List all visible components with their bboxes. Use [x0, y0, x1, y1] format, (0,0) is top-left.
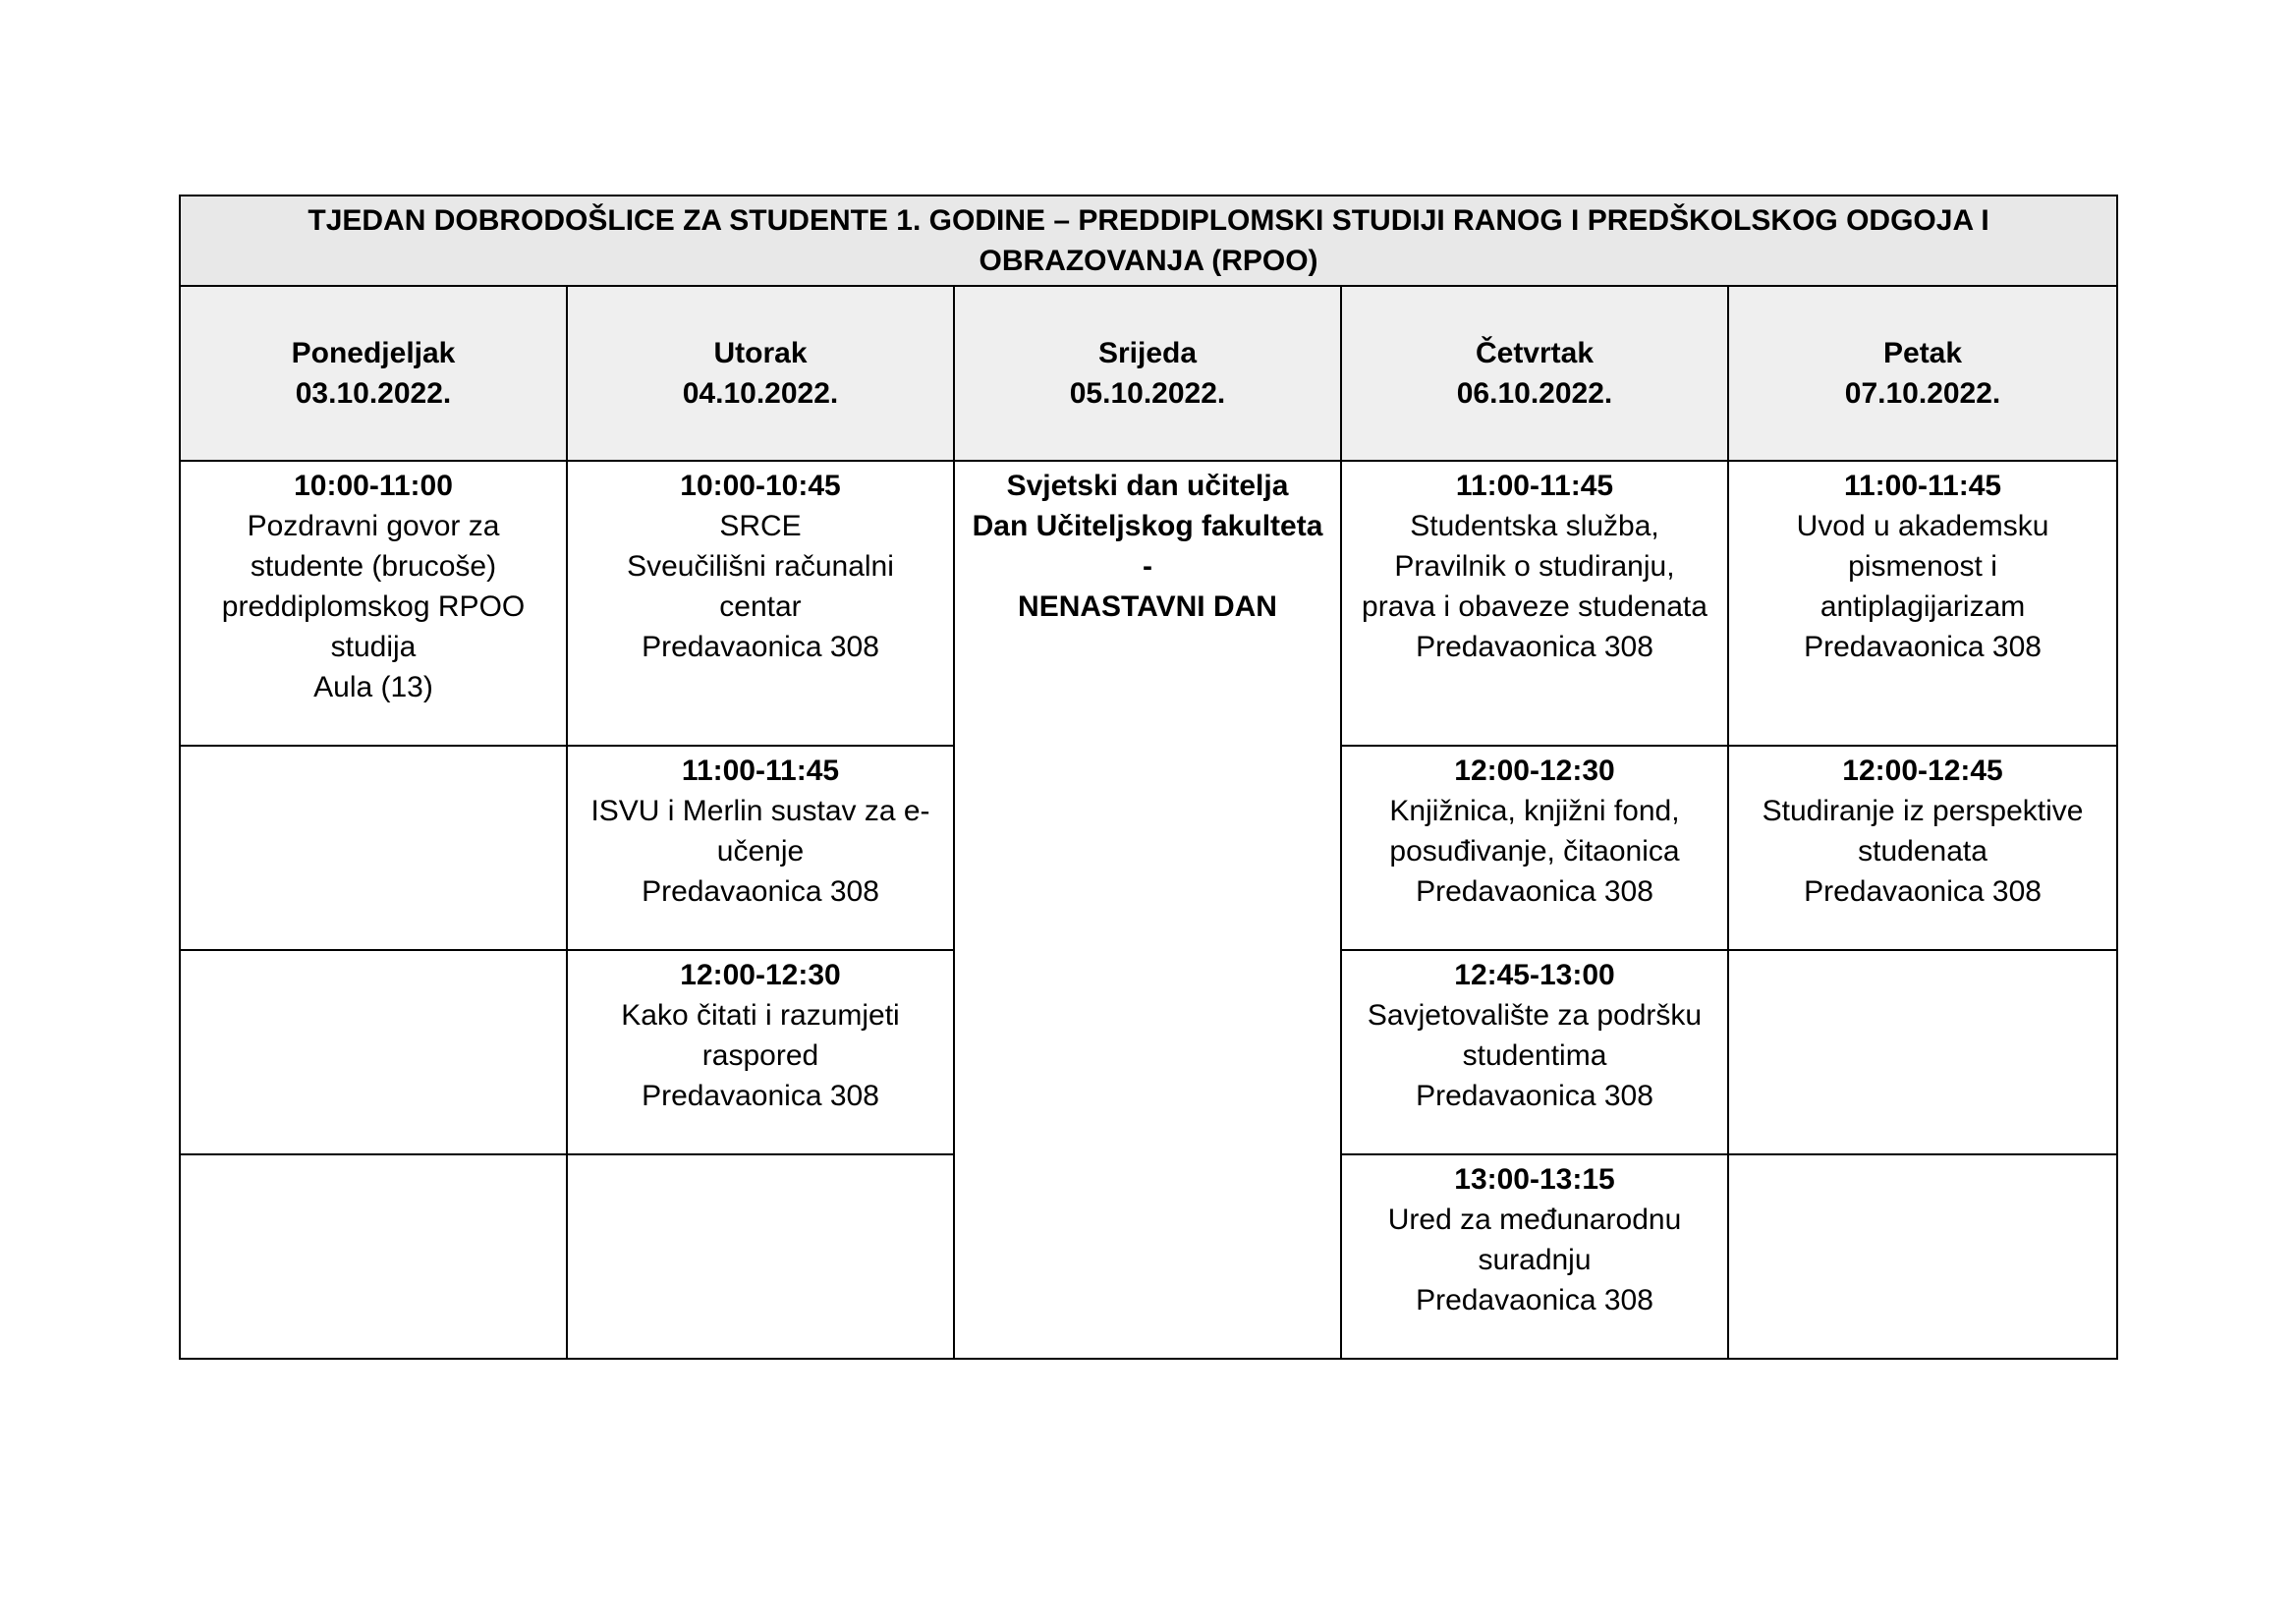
day-date: 04.10.2022.: [682, 377, 839, 410]
wednesday-text: NENASTAVNI DAN: [1018, 590, 1277, 623]
slot-room: Predavaonica 308: [642, 631, 879, 663]
day-header-row: [180, 286, 2117, 461]
day-name: Četvrtak: [1475, 337, 1595, 369]
wednesday-text: Svjetski dan učitelja: [1006, 470, 1289, 502]
slot-text: preddiplomskog RPOO: [221, 590, 526, 623]
slot-room: Predavaonica 308: [1416, 1080, 1653, 1112]
slot-time: 11:00-11:45: [1455, 470, 1614, 502]
slot-text: SRCE: [719, 510, 802, 542]
slot-text: antiplagijarizam: [1819, 590, 2026, 623]
slot-room: Predavaonica 308: [642, 1080, 879, 1112]
day-name: Petak: [1883, 337, 1963, 369]
day-date: 06.10.2022.: [1456, 377, 1613, 410]
slot-time: 12:00-12:30: [1454, 755, 1615, 787]
friday-slot-1: [1728, 461, 2117, 746]
slot-text: Pravilnik o studiranju,: [1394, 550, 1675, 583]
tuesday-slot-2: [567, 746, 954, 950]
slot-time: 12:00-12:30: [680, 959, 841, 991]
friday-slot-2: [1728, 746, 2117, 950]
slot-text: suradnju: [1478, 1244, 1592, 1276]
slot-text: Ured za međunarodnu: [1387, 1204, 1682, 1236]
day-name: Ponedjeljak: [291, 337, 456, 369]
day-name: Srijeda: [1097, 337, 1198, 369]
friday-slot-3-empty: [1728, 950, 2117, 1154]
slot-room: Predavaonica 308: [642, 875, 879, 908]
day-header-wednesday: [954, 286, 1341, 461]
slot-text: Kako čitati i razumjeti: [621, 999, 900, 1032]
slot-text: centar: [719, 590, 802, 623]
slot-text: Uvod u akademsku: [1796, 510, 2049, 542]
slot-text: Pozdravni govor za: [247, 510, 500, 542]
slot-room: Predavaonica 308: [1416, 631, 1653, 663]
slot-room: Predavaonica 308: [1804, 631, 2042, 663]
slot-room: Predavaonica 308: [1416, 875, 1653, 908]
slot-time: 11:00-11:45: [1843, 470, 2002, 502]
slot-text: Savjetovalište za podršku: [1367, 999, 1703, 1032]
slot-time: 11:00-11:45: [681, 755, 840, 787]
day-name: Utorak: [713, 337, 808, 369]
slot-text: Knjižnica, knjižni fond,: [1389, 795, 1680, 827]
slot-time: 10:00-10:45: [680, 470, 841, 502]
wednesday-nonteaching-day: [954, 461, 1341, 1359]
monday-slot-4-empty: [180, 1154, 567, 1359]
day-date: 07.10.2022.: [1844, 377, 2001, 410]
thursday-slot-4: [1341, 1154, 1728, 1359]
day-date: 03.10.2022.: [295, 377, 452, 410]
slot-room: Predavaonica 308: [1416, 1284, 1653, 1316]
schedule-title: TJEDAN DOBRODOŠLICE ZA STUDENTE 1. GODINE – PREDDIPLOMSKI STUDIJI RANOG I PREDŠKOLSKOG ODGOJA I OBRAZOVANJA (RPOO): [180, 196, 2117, 286]
slot-time: 12:45-13:00: [1454, 959, 1615, 991]
tuesday-slot-4-empty: [567, 1154, 954, 1359]
friday-slot-4-empty: [1728, 1154, 2117, 1359]
slot-time: 10:00-11:00: [294, 470, 453, 502]
monday-slot-2-empty: [180, 746, 567, 950]
title-row: [180, 196, 2117, 286]
slot-text: ISVU i Merlin sustav za e-: [590, 795, 930, 827]
wednesday-text: -: [1143, 550, 1152, 583]
day-header-friday: [1728, 286, 2117, 461]
slot-text: učenje: [716, 835, 805, 868]
tuesday-slot-1: [567, 461, 954, 746]
slot-text: raspored: [701, 1039, 819, 1072]
slot-text: posuđivanje, čitaonica: [1389, 835, 1680, 868]
thursday-slot-3: [1341, 950, 1728, 1154]
slot-text: Studentska služba,: [1410, 510, 1659, 542]
slot-text: studija: [330, 631, 417, 663]
monday-slot-3-empty: [180, 950, 567, 1154]
slot-room: Aula (13): [313, 671, 433, 703]
slot-text: Studiranje iz perspektive: [1762, 795, 2084, 827]
schedule-row: [180, 461, 2117, 746]
thursday-slot-2: [1341, 746, 1728, 950]
schedule-table: [179, 195, 2118, 1360]
day-header-tuesday: [567, 286, 954, 461]
day-date: 05.10.2022.: [1069, 377, 1226, 410]
slot-text: pismenost i: [1848, 550, 1997, 583]
slot-text: studente (brucoše): [250, 550, 497, 583]
slot-time: 13:00-13:15: [1454, 1163, 1615, 1196]
slot-room: Predavaonica 308: [1804, 875, 2042, 908]
thursday-slot-1: [1341, 461, 1728, 746]
wednesday-text: Dan Učiteljskog fakulteta: [972, 510, 1323, 542]
monday-slot-1: [180, 461, 567, 746]
tuesday-slot-3: [567, 950, 954, 1154]
slot-text: Sveučilišni računalni: [627, 550, 894, 583]
slot-text: studentima: [1462, 1039, 1607, 1072]
slot-time: 12:00-12:45: [1842, 755, 2003, 787]
day-header-thursday: [1341, 286, 1728, 461]
day-header-monday: [180, 286, 567, 461]
slot-text: studenata: [1858, 835, 1987, 868]
slot-text: prava i obaveze studenata: [1362, 590, 1707, 623]
